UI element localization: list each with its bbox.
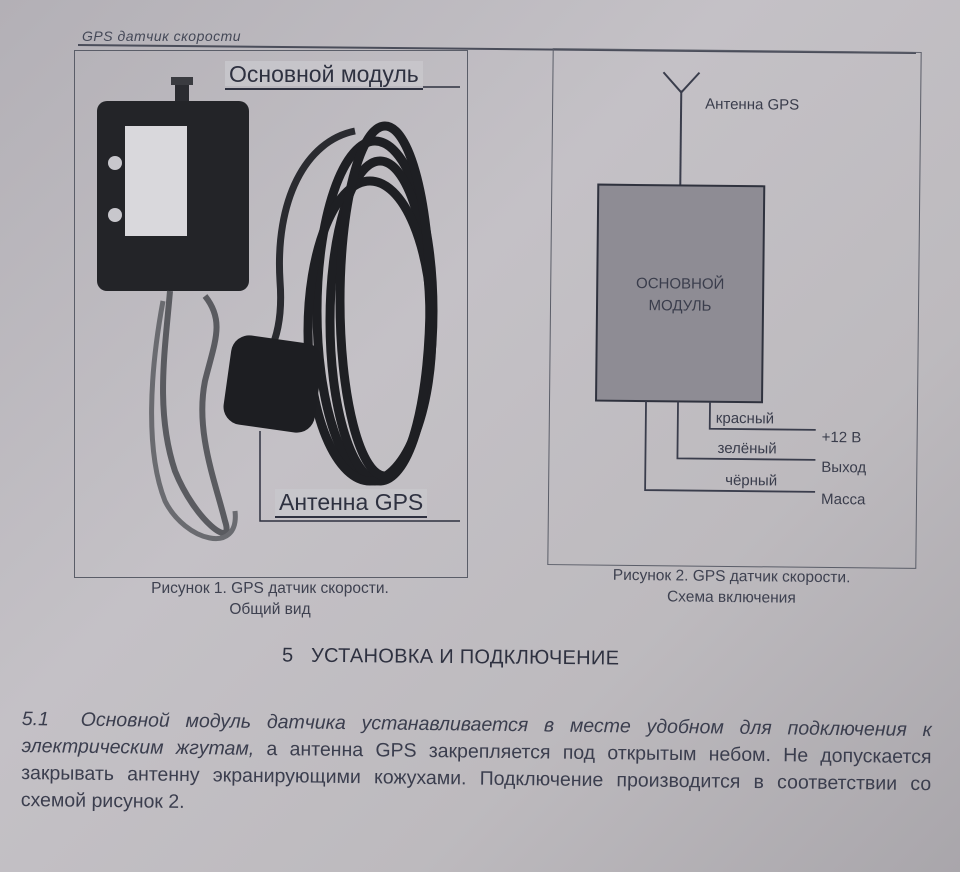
module-label-line2: МОДУЛЬ [648, 297, 712, 315]
figure-1-caption [74, 578, 466, 620]
antenna-gps-label: Антенна GPS [275, 489, 427, 518]
section-heading: 5 УСТАНОВКА И ПОДКЛЮЧЕНИЕ [281, 644, 620, 670]
antenna-puck [221, 333, 325, 435]
main-module-label: Основной модуль [225, 61, 423, 90]
wire-black-signal: Масса [820, 490, 866, 509]
paragraph-number: 5.1 [21, 707, 50, 731]
figure-2-frame [547, 48, 921, 569]
wire-green-signal: Выход [821, 458, 867, 477]
paragraph-italic-text: Основной модуль датчика устанавливается в месте удобном для подключения к электрическим жгутам, [21, 708, 932, 760]
figure-1-frame [74, 50, 468, 578]
antenna-label: Антенна GPS [705, 95, 800, 114]
main-module-block [596, 185, 764, 403]
section-paragraph [21, 706, 932, 825]
antenna-icon [662, 72, 699, 185]
figure-2-caption [548, 564, 915, 610]
paragraph-text: а антенна GPS закрепляется под открытым небом. Не допускается закрывать антенну экранирующими кожухами. Подключение производится в соответствии со схемой рисунок 2. [20, 737, 932, 813]
wire-black-color: чёрный [725, 471, 778, 490]
wiring-diagram [548, 49, 920, 568]
wire-red-signal: +12 В [821, 428, 862, 447]
header-title: GPS датчик скорости [82, 28, 242, 44]
figure-1-caption-line2: Общий вид [229, 601, 311, 618]
wire-red-color: красный [715, 409, 775, 428]
module-label-line1: ОСНОВНОЙ [636, 274, 725, 293]
wire-green-color: зелёный [717, 439, 777, 458]
figure-1-caption-line1: Рисунок 1. GPS датчик скорости. [151, 580, 389, 597]
figure-2-caption-line2: Схема включения [666, 588, 796, 607]
figure-2-caption-line1: Рисунок 2. GPS датчик скорости. [612, 566, 851, 587]
